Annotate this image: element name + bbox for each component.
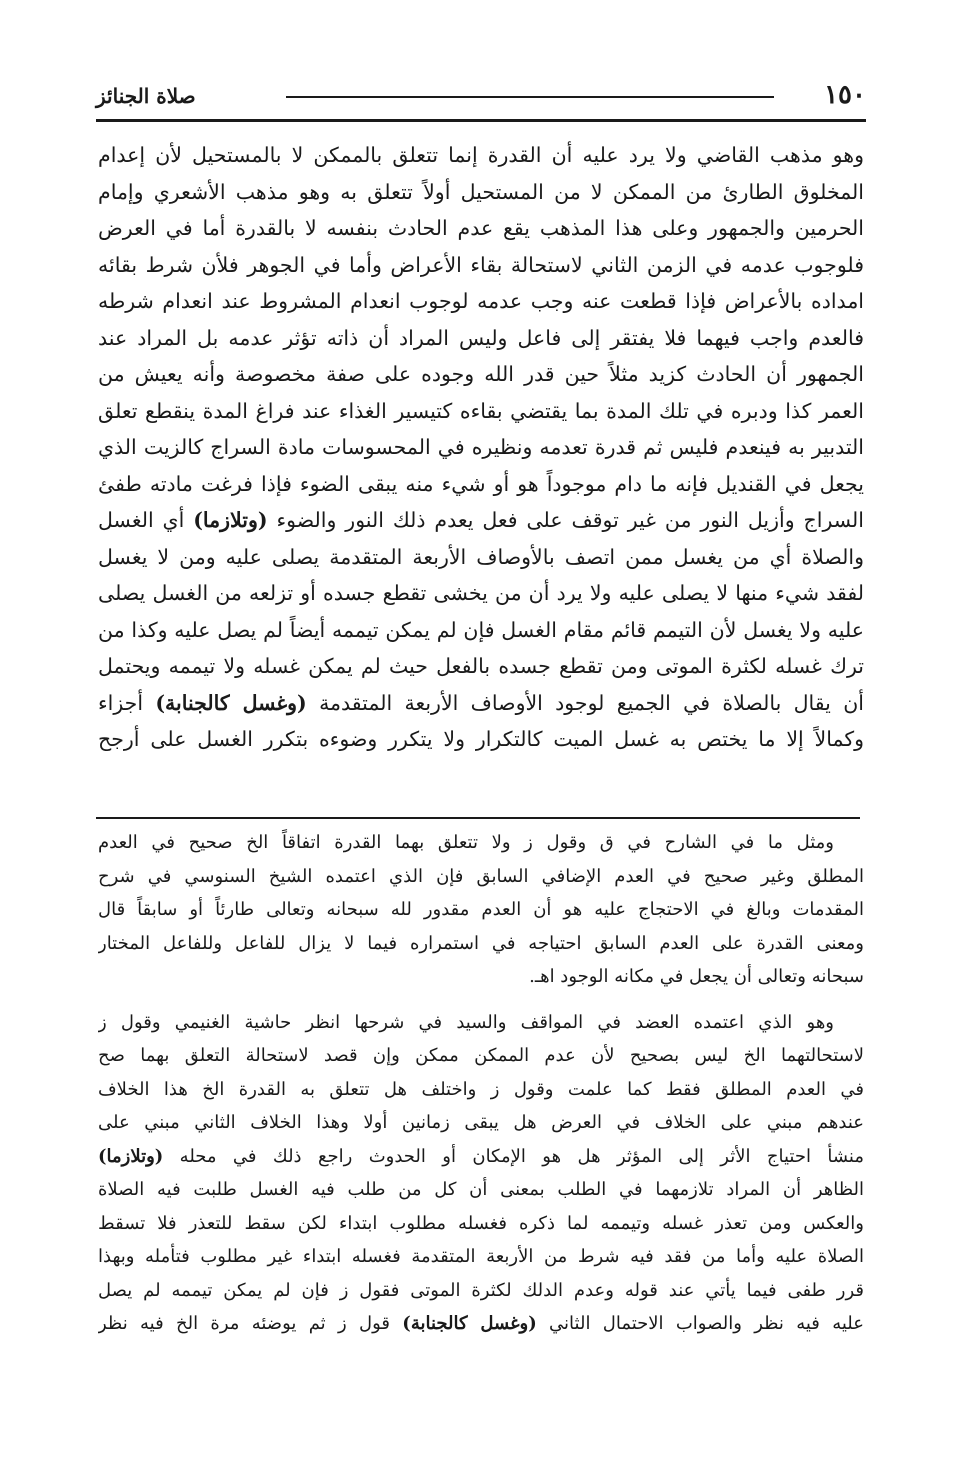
footnote-line: [98, 1140, 864, 1174]
matn-phrase-ghusl: (وغسل كالجنابة): [155, 690, 307, 715]
footnote-line: المطلق وغير صحيح في العدم الإضافي السابق فإن الذي اعتمده الشيخ السنوسي في شرح: [98, 865, 864, 887]
footnote-line-text: منشأ احتياج الأثر إلى المؤثر هل هو الإمكان أو الحدوث راجع ذلك في محله: [179, 1145, 864, 1167]
main-line: المخلوق الطارئ من الممكن لا من المستحيل أولاً تتعلق به وهو مذهب الأشعري وإمام: [98, 179, 864, 204]
running-title: صلاة الجنائز: [96, 84, 196, 108]
main-line-text: أن يقال بالصلاة في الجميع لوجود الأوصاف الأربعة المتقدمة: [319, 690, 864, 715]
main-line: فالعدم واجب فيهما فلا يفتقر إلى فاعل وليس المراد أن ذاته تؤثر عدمه بل المراد عند: [98, 325, 864, 350]
footnote-rule: [96, 817, 860, 819]
main-line: الحرمين والجمهور وعلى هذا المذهب يقع عدم الحادث بنفسه لا بالقدرة أما في العرض: [98, 216, 864, 240]
main-line: وكمالاً إلا ما يختص به غسل الميت كالتكرار ولا يتكرر وضوءه بتكرر الغسل على أرجح: [98, 727, 864, 751]
main-text: [98, 137, 864, 758]
footnote-line: الصلاة عليه وأما من فقد فيه شرط من الأربعة المتقدمة فغسله ابتداء غير مطلوب فتأمله وبهذا: [98, 1246, 864, 1267]
main-line: [98, 502, 864, 539]
main-line: لفقد شيء منها لا يصلى عليه ولا يرد أن من يخشى تقطع جسده أو تزلعه من الغسل يصلى: [98, 581, 864, 605]
footnote-line-text: عليه فيه نظر والصواب الاحتمال الثاني: [549, 1313, 864, 1334]
main-line-text: أي الغسل: [98, 508, 185, 532]
main-line: عليه ولا يغسل لأن التيمم قائم مقام الغسل فإن لم يمكن تيممه أيضاً لم يصل عليه وكذا من: [98, 617, 864, 642]
page-header: [96, 80, 866, 114]
main-line: [98, 685, 864, 722]
footnote-line: الظاهر أن المراد تلازمهما في الطلب بمعنى أن كل من طلب فيه الغسل طلبت فيه الصلاة: [98, 1179, 864, 1200]
footnote-line: لاستحالتهما الخ ليس بصحيح لأن عدم الممكن ممكن وإن قصد لاستحالة التعلق بهما صح: [98, 1045, 864, 1066]
main-line-text: السراج وأزيل النور من غير توقف على فعل يعدم ذلك النور والضوء: [276, 508, 864, 532]
footnote-line-text: قول ز ثم يوضئه مرة الخ فيه نظر: [98, 1313, 390, 1334]
footnote-line: ومعنى القدرة على العدم السابق احتياجه في استمراره فيما لا يزال للفاعل وللفاعل المختار: [98, 932, 864, 954]
footnote-phrase-talazuma: (وتلازما): [98, 1145, 164, 1167]
footnote-line: [98, 1307, 864, 1341]
footnote-phrase-ghusl: (وغسل كالجنابة): [402, 1313, 537, 1334]
main-line: التدبير به فينعدم فليس ثم قدرة تعدمه ونظيره في المحسوسات مادة السراج كالزيت الذي: [98, 435, 864, 459]
footnotes: [98, 826, 864, 1341]
page-number: ١٥٠: [824, 80, 866, 110]
main-line: امداده بالأعراض فإذا قطعت عنه وجب عدمه لوجوب انعدام المشروط عند انعدام شرطه: [98, 289, 864, 313]
footnote-line: في العدم المطلق فقط كما علمت وقول ز واختلف هل تتعلق به القدرة الخ هذا الخلاف: [98, 1078, 864, 1100]
footnote-line: والعكس ومن تعذر غسله وتيممه لما ذكره فغسله مطلوب ابتداء لكن سقط للتعذر فلا تسقط: [98, 1212, 864, 1234]
matn-phrase-talazuma: (وتلازما): [193, 508, 268, 532]
footnote-gap: [98, 994, 864, 1006]
footnote-line: المقدمات وبالغ في الاحتجاج عليه هو أن العدم مقدور لله سبحانه وتعالى طارئاً أو سابقاً قال: [98, 899, 864, 920]
header-rule: [96, 119, 866, 122]
footnote-line: وهو الذي اعتمده العضد في المواقف والسيد في شرحها انظر حاشية الغنيمي وقول ز: [98, 1011, 834, 1033]
main-line: الجمهور أن الحادث كزيد مثلاً حين قدر الله وجوده على صفة مخصوصة وأنه يعيش من: [98, 362, 864, 386]
main-line-text: أجزاء: [98, 690, 144, 715]
footnote-line: سبحانه وتعالى أن يجعل في مكانه الوجود اهـ.: [529, 966, 864, 987]
header-title-line: [286, 96, 774, 98]
main-line: ترك غسله لكثرة الموتى ومن تقطع جسده بالفعل حيث لم يمكن غسله ولا تيممه ويحتمل: [98, 654, 864, 678]
footnote-line: قرر طفى فيما يأتي عند قوله وعدم الدلك لكثرة الموتى فقول ز فإن لم يمكن تيممه لم يصل: [98, 1279, 864, 1301]
main-line: وهو مذهب القاضي ولا يرد عليه أن القدرة إنما تتعلق بالممكن لا بالمستحيل لأن إعدام: [98, 143, 864, 167]
main-line: العمر كذا ودبره في تلك المدة بما يقتضي بقاءه كتيسير الغذاء عند فراغ المدة ينقطع تعلق: [98, 398, 864, 423]
main-line: فلوجوب عدمه في الزمن الثاني لاستحالة بقاء الأعراض وأما في الجوهر فلأن شرط بقائه: [98, 252, 864, 277]
footnote-line: عندهم مبني على الخلاف في العرض هل يبقى زمانين أولا وهذا الخلاف الثاني مبني على: [98, 1112, 864, 1133]
footnote-line: ومثل ما في الشارح في ق وقول ز ولا تتعلق بهما القدرة اتفاقاً الخ صحيح في العدم: [98, 832, 834, 853]
main-line: والصلاة أي من يغسل ممن اتصف بالأوصاف الأربعة المتقدمة يصلى عليه ومن لا يغسل: [98, 544, 864, 569]
main-line: يجعل في القنديل فإنه ما دام موجوداً هو أو شيء منه يبقى الضوء فإذا فرغت مادته طفئ: [98, 471, 864, 496]
